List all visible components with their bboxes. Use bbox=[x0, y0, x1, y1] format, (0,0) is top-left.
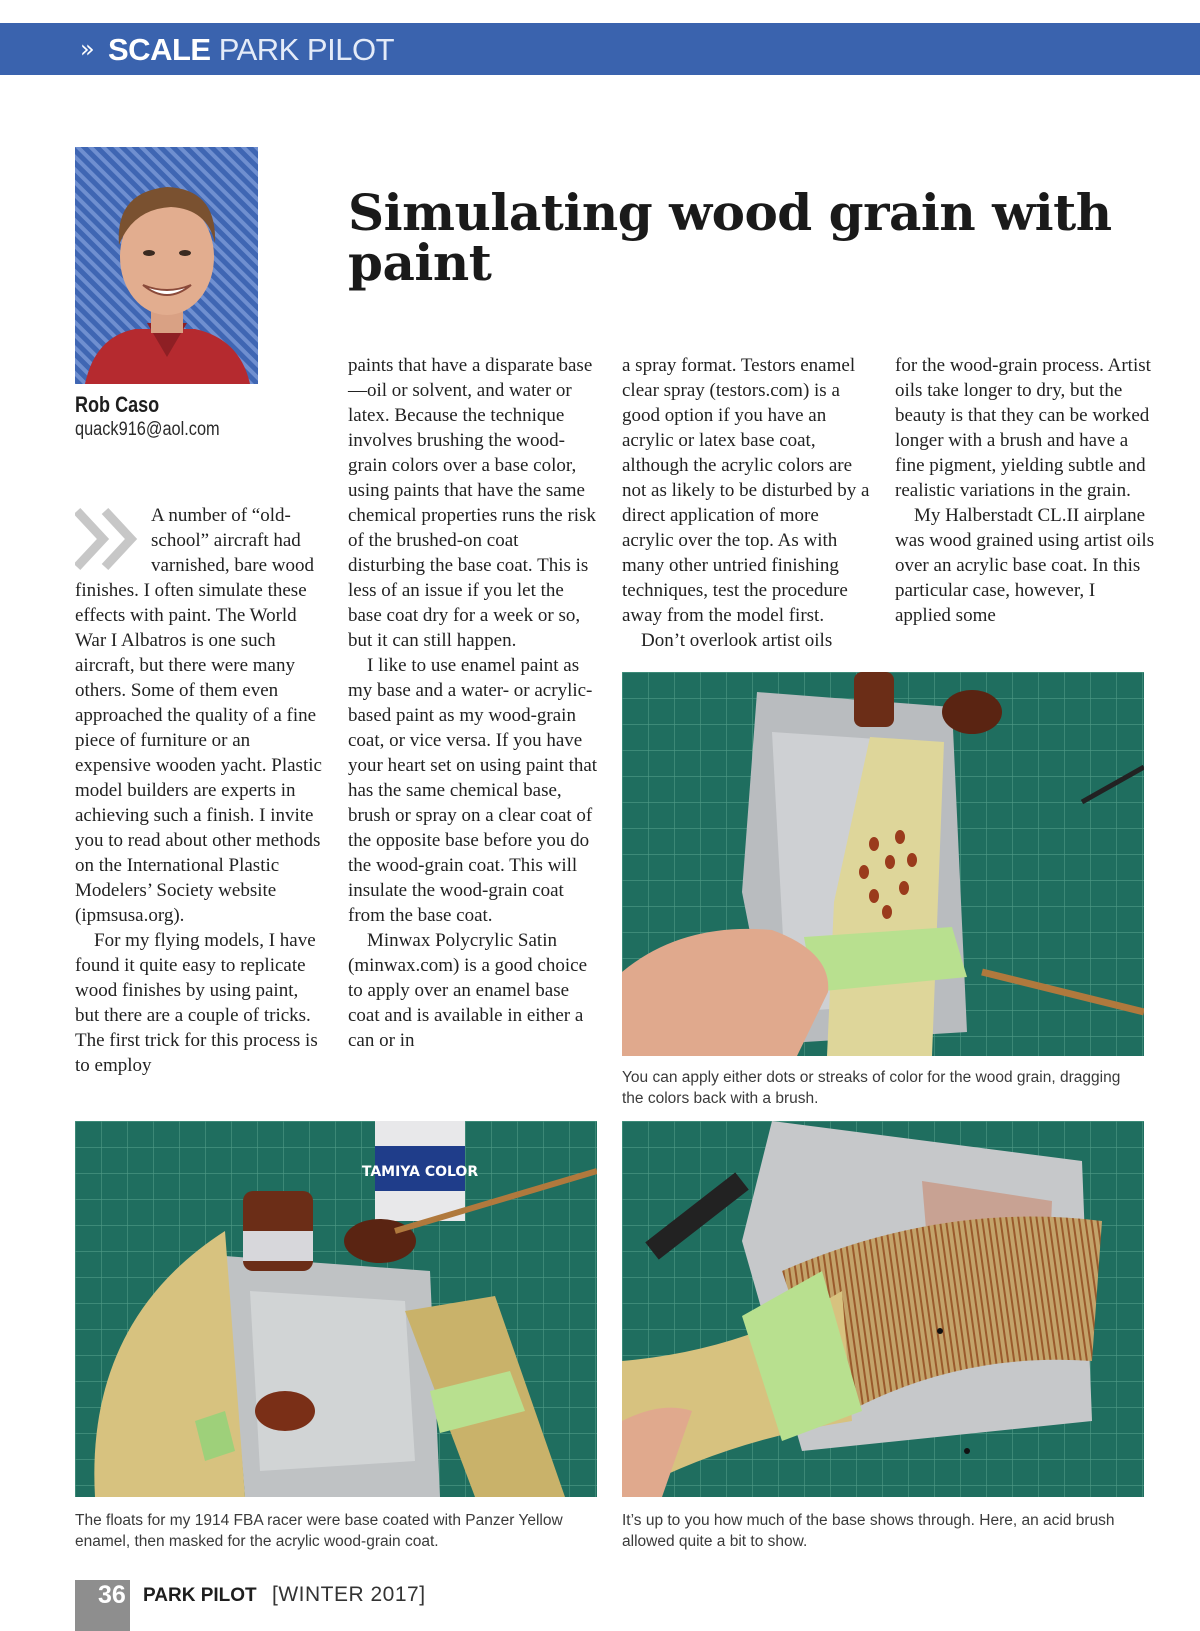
section-title bbox=[108, 32, 394, 68]
paragraph: A number of “old-school” aircraft had varnished, bare wood finishes. I often simulate these effects with paint. The World War I Albatros is one such aircraft, but there were many others. Some of them even approached the quality of a fine piece of furniture or an expensive wooden yacht. Plastic model builders are experts in achieving such a finish. I invite you to read about other methods on the International Plastic Modelers’ Society website (ipmsusa.org). bbox=[75, 505, 322, 926]
paragraph: a spray format. Testors enamel clear spray (testors.com) is a good option if you have an acrylic or latex base coat, although the acrylic colors are not as likely to be disturbed by a direct application of more acrylic over the top. As with many other untried finishing techniques, test the procedure away from the model first. bbox=[622, 355, 870, 626]
section-title-bold: SCALE bbox=[108, 32, 211, 67]
article-column-4 bbox=[895, 353, 1155, 628]
paragraph: Minwax Polycrylic Satin (minwax.com) is a good choice to apply over an enamel base coat and is available in either a can or in bbox=[348, 930, 588, 1051]
article-column-1 bbox=[75, 503, 325, 1078]
page-number: 36 bbox=[98, 1581, 126, 1609]
paragraph: I like to use enamel paint as my base and a water- or acrylic-based paint as my wood-grain coat, or vice versa. If you have your heart set on using paint that has the same chemical base, brush or spray on a clear coat of the opposite base before you do the wood-grain coat. This will insulate the wood-grain coat from the base coat. bbox=[348, 655, 598, 926]
issue-label: [WINTER 2017] bbox=[272, 1583, 426, 1606]
article-headline: Simulating wood grain with paint bbox=[348, 183, 1112, 292]
magazine-name: PARK PILOT bbox=[143, 1585, 257, 1606]
article-column-2 bbox=[348, 353, 600, 1053]
author-name: Rob Caso bbox=[75, 392, 160, 417]
section-title-rest: PARK PILOT bbox=[210, 32, 394, 67]
drop-chevron-icon bbox=[75, 507, 149, 571]
photo-caption: It’s up to you how much of the base shows through. Here, an acid brush allowed quite a bit to show. bbox=[622, 1512, 1115, 1550]
photo-acid-brush-grain bbox=[622, 1121, 1144, 1497]
photo-floats-masked bbox=[75, 1121, 597, 1497]
paragraph: Don’t overlook artist oils bbox=[641, 630, 833, 651]
paragraph: paints that have a disparate base—oil or solvent, and water or latex. Because the technique involves brushing the wood-grain colors over a base color, using paints that have the same chemical properties runs the risk of the brushed-on coat disturbing the base coat. This is less of an issue if you let the base coat dry for a week or so, but it can still happen. bbox=[348, 355, 596, 651]
author-portrait-image bbox=[75, 147, 258, 384]
paragraph: For my flying models, I have found it quite easy to replicate wood finishes by using paint, but there are a couple of tricks. The first trick for this process is to employ bbox=[75, 930, 318, 1076]
paint-jar-label: TAMIYA COLOR bbox=[361, 1164, 479, 1180]
author-email: quack916@aol.com bbox=[75, 419, 220, 440]
article-column-3 bbox=[622, 353, 874, 653]
photo-wood-grain-dots bbox=[622, 672, 1144, 1056]
paragraph: My Halberstadt CL.II airplane was wood grained using artist oils over an acrylic base coat. In this particular case, however, I applied some bbox=[895, 505, 1155, 626]
photo-caption: You can apply either dots or streaks of color for the wood grain, dragging the colors back with a brush. bbox=[622, 1069, 1121, 1107]
section-header bbox=[0, 23, 1200, 75]
double-chevron-icon: » bbox=[80, 35, 95, 63]
author-photo bbox=[75, 147, 258, 384]
photo-caption: The floats for my 1914 FBA racer were base coated with Panzer Yellow enamel, then masked for the acrylic wood-grain coat. bbox=[75, 1512, 563, 1550]
paragraph: for the wood-grain process. Artist oils take longer to dry, but the beauty is that they can be worked longer with a brush and have a fine pigment, yielding subtle and realistic variations in the grain. bbox=[895, 355, 1151, 501]
